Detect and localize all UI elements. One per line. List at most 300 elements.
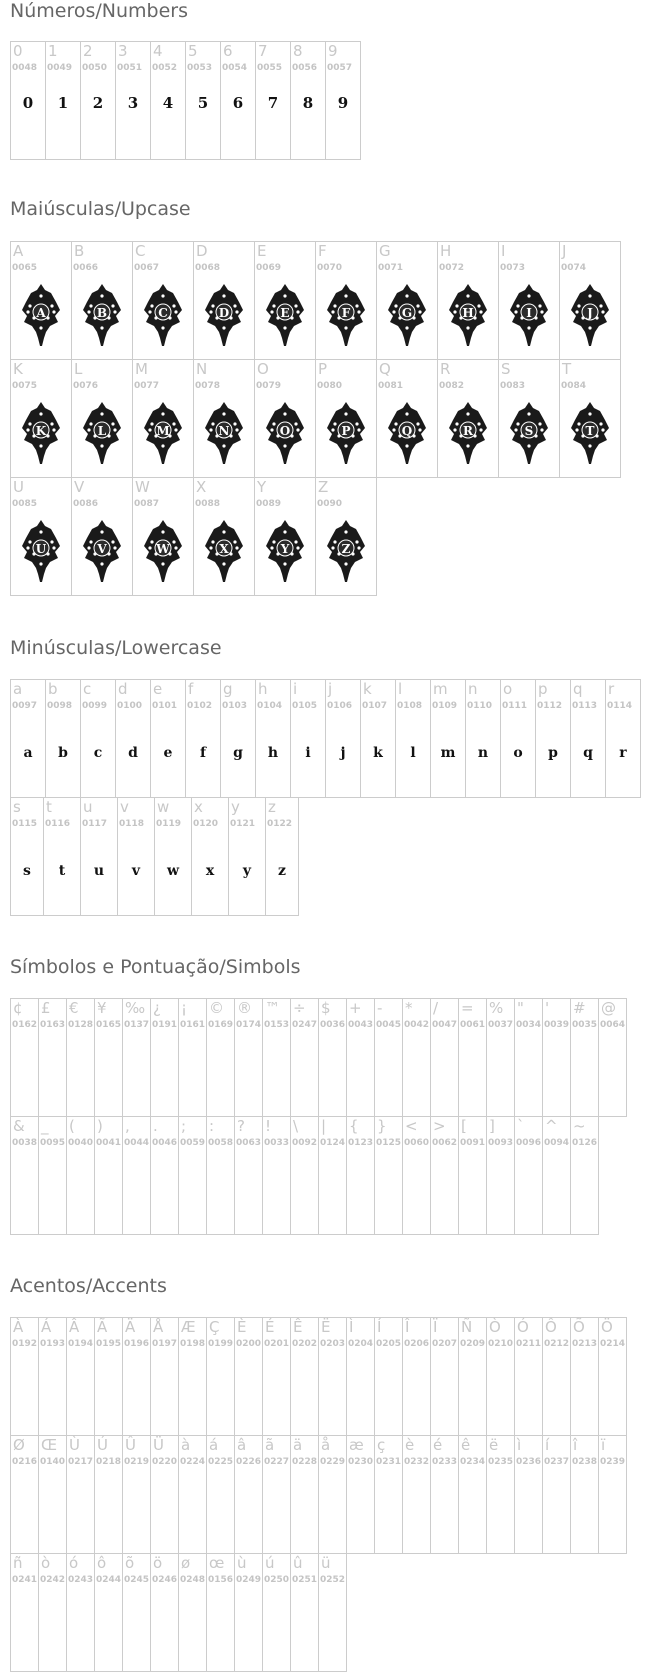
glyph-cell [71, 477, 133, 596]
glyph-cell [10, 241, 72, 360]
glyph-cell [402, 1435, 431, 1554]
character-label: Ç [209, 1318, 220, 1336]
ornament-letter: T [585, 424, 595, 438]
char-code: 0092 [292, 1138, 318, 1148]
character-label: m [433, 680, 448, 698]
character-label: Æ [181, 1318, 196, 1336]
char-code: 0169 [208, 1020, 234, 1030]
glyph-sample: 1 [57, 94, 69, 112]
glyph-cell [437, 241, 499, 360]
glyph-cell [486, 1435, 515, 1554]
glyph-sample: n [477, 745, 489, 761]
character-label: î [573, 1436, 578, 1454]
character-label: M [135, 360, 148, 378]
glyph-cell [191, 797, 229, 916]
character-label: Ò [489, 1318, 501, 1336]
glyph-cell [10, 1553, 39, 1672]
character-label: õ [125, 1554, 135, 1572]
glyph-cell [315, 359, 377, 478]
glyph-cell [115, 41, 151, 160]
character-label: Ä [125, 1318, 136, 1336]
char-code: 0084 [561, 381, 587, 391]
char-code: 0077 [134, 381, 160, 391]
ornament-letter: W [156, 542, 170, 556]
character-label: , [125, 1117, 130, 1135]
glyph-cell [206, 1317, 235, 1436]
character-label: Œ [41, 1436, 58, 1454]
glyph-cell [514, 998, 543, 1117]
character-label: 4 [153, 42, 163, 60]
glyph-sample: p [548, 745, 558, 761]
char-code: 0096 [516, 1138, 542, 1148]
char-code: 0108 [397, 701, 423, 711]
glyph-cell [10, 998, 39, 1117]
char-code: 0196 [124, 1339, 150, 1349]
character-label: 8 [293, 42, 303, 60]
char-code: 0085 [12, 499, 38, 509]
char-code: 0050 [82, 63, 108, 73]
accents-grid [10, 1317, 627, 1672]
char-code: 0249 [236, 1575, 262, 1585]
char-code: 0120 [193, 819, 219, 829]
glyph-cell [402, 998, 431, 1117]
char-code: 0040 [68, 1138, 94, 1148]
char-code: 0097 [12, 701, 38, 711]
char-code: 0231 [376, 1457, 402, 1467]
character-label: Õ [573, 1318, 585, 1336]
ornament-letter: J [587, 306, 593, 320]
character-label: ô [97, 1554, 107, 1572]
char-code: 0137 [124, 1020, 150, 1030]
char-code: 0199 [208, 1339, 234, 1349]
character-label: ú [265, 1554, 275, 1572]
glyph-cell [150, 679, 186, 798]
glyph-sample: z [278, 863, 286, 879]
glyph-cell [315, 241, 377, 360]
character-label: % [489, 999, 504, 1017]
glyph-cell [132, 241, 194, 360]
glyph-cell [290, 1553, 319, 1672]
glyph-sample: e [163, 745, 173, 761]
glyph-cell [94, 1317, 123, 1436]
glyph-cell [150, 1317, 179, 1436]
glyph-cell [10, 679, 46, 798]
char-code: 0056 [292, 63, 318, 73]
character-label: ¥ [97, 999, 107, 1017]
character-label: . [153, 1117, 158, 1135]
character-label: B [74, 242, 85, 260]
character-label: ò [41, 1554, 51, 1572]
glyph-cell [570, 679, 606, 798]
glyph-cell [234, 998, 263, 1117]
glyph-sample: x [205, 863, 215, 879]
glyph-cell [10, 1116, 39, 1235]
numbers-grid [10, 41, 361, 160]
ornament-letter: R [463, 424, 473, 438]
accents-row [10, 1317, 627, 1436]
char-code: 0100 [117, 701, 143, 711]
glyph-cell [43, 797, 81, 916]
char-code: 0034 [516, 1020, 542, 1030]
glyph-cell [10, 797, 44, 916]
char-code: 0241 [12, 1575, 38, 1585]
character-label: í [545, 1436, 550, 1454]
char-code: 0237 [544, 1457, 570, 1467]
char-code: 0086 [73, 499, 99, 509]
char-code: 0214 [600, 1339, 626, 1349]
glyph-cell [220, 41, 256, 160]
char-code: 0093 [488, 1138, 514, 1148]
glyph-cell [486, 998, 515, 1117]
char-code: 0038 [12, 1138, 38, 1148]
char-code: 0051 [117, 63, 143, 73]
character-label: R [440, 360, 451, 378]
char-code: 0036 [320, 1020, 346, 1030]
char-code: 0201 [264, 1339, 290, 1349]
character-label: Ö [601, 1318, 613, 1336]
char-code: 0076 [73, 381, 99, 391]
char-code: 0114 [607, 701, 633, 711]
character-label: } [377, 1117, 387, 1135]
character-label: ( [69, 1117, 75, 1135]
character-label: 2 [83, 42, 93, 60]
glyph-cell [290, 1435, 319, 1554]
glyph-cell [430, 998, 459, 1117]
char-code: 0057 [327, 63, 353, 73]
glyph-cell [150, 1435, 179, 1554]
character-label: 9 [328, 42, 338, 60]
glyph-cell [206, 1435, 235, 1554]
character-label: ¢ [13, 999, 23, 1017]
glyph-sample: f [199, 745, 207, 761]
glyph-cell [262, 1553, 291, 1672]
character-label: E [257, 242, 267, 260]
glyph-cell [122, 1116, 151, 1235]
char-code: 0219 [124, 1457, 150, 1467]
character-label: à [181, 1436, 191, 1454]
character-label: Y [257, 478, 267, 496]
glyph-cell [122, 1317, 151, 1436]
char-code: 0123 [348, 1138, 374, 1148]
glyph-sample: w [166, 863, 180, 879]
glyph-cell [498, 241, 560, 360]
character-label: ; [181, 1117, 187, 1135]
glyph-cell [559, 241, 621, 360]
glyph-cell [185, 679, 221, 798]
character-label: g [223, 680, 233, 698]
char-code: 0197 [152, 1339, 178, 1349]
char-code: 0091 [460, 1138, 486, 1148]
character-label: Z [318, 478, 329, 496]
glyph-cell [80, 679, 116, 798]
char-code: 0049 [47, 63, 73, 73]
char-code: 0053 [187, 63, 213, 73]
char-code: 0118 [119, 819, 145, 829]
glyph-cell [80, 41, 116, 160]
character-label: < [405, 1117, 418, 1135]
character-label: A [13, 242, 24, 260]
upcase-grid [10, 241, 621, 596]
char-code: 0125 [376, 1138, 402, 1148]
ornament-letter: F [341, 306, 351, 320]
char-code: 0205 [376, 1339, 402, 1349]
char-code: 0247 [292, 1020, 318, 1030]
character-label: ä [293, 1436, 303, 1454]
character-label: Ï [433, 1318, 438, 1336]
glyph-cell [255, 679, 291, 798]
char-code: 0041 [96, 1138, 122, 1148]
char-code: 0192 [12, 1339, 38, 1349]
character-label: v [120, 798, 129, 816]
glyph-cell [94, 1553, 123, 1672]
symbols-row [10, 1116, 627, 1235]
char-code: 0043 [348, 1020, 374, 1030]
character-label: Ù [69, 1436, 80, 1454]
char-code: 0245 [124, 1575, 150, 1585]
char-code: 0121 [230, 819, 256, 829]
char-code: 0161 [180, 1020, 206, 1030]
glyph-sample: c [93, 745, 103, 761]
char-code: 0070 [317, 263, 343, 273]
glyph-cell [150, 1553, 179, 1672]
glyph-cell [570, 998, 599, 1117]
char-code: 0191 [152, 1020, 178, 1030]
glyph-cell [346, 1116, 375, 1235]
char-code: 0107 [362, 701, 388, 711]
glyph-cell [262, 1317, 291, 1436]
char-code: 0206 [404, 1339, 430, 1349]
character-label: È [237, 1318, 247, 1336]
upcase-row [10, 241, 621, 360]
glyph-cell [66, 998, 95, 1117]
character-label: c [83, 680, 92, 698]
character-label: ` [517, 1117, 525, 1135]
glyph-cell [178, 998, 207, 1117]
glyph-cell [374, 998, 403, 1117]
char-code: 0140 [40, 1457, 66, 1467]
character-label: L [74, 360, 83, 378]
glyph-sample: h [267, 745, 279, 761]
character-label: £ [41, 999, 51, 1017]
glyph-sample: 8 [302, 94, 314, 112]
char-code: 0212 [544, 1339, 570, 1349]
char-code: 0099 [82, 701, 108, 711]
character-label: y [231, 798, 240, 816]
glyph-cell [318, 1116, 347, 1235]
glyph-cell [45, 679, 81, 798]
glyph-cell [234, 1317, 263, 1436]
ornament-letter: Y [280, 542, 290, 556]
character-label: - [377, 999, 383, 1017]
glyph-cell [94, 998, 123, 1117]
ornament-letter: Q [401, 424, 413, 438]
char-code: 0207 [432, 1339, 458, 1349]
glyph-cell [122, 1435, 151, 1554]
glyph-cell [132, 359, 194, 478]
glyph-cell [206, 1553, 235, 1672]
glyph-cell [318, 998, 347, 1117]
character-label: Á [41, 1318, 52, 1336]
character-label: ü [321, 1554, 331, 1572]
char-code: 0063 [236, 1138, 262, 1148]
glyph-cell [290, 1317, 319, 1436]
char-code: 0126 [572, 1138, 598, 1148]
char-code: 0104 [257, 701, 283, 711]
character-label: = [461, 999, 474, 1017]
character-label: t [46, 798, 52, 816]
glyph-cell [395, 679, 431, 798]
character-label: Ú [97, 1436, 108, 1454]
char-code: 0230 [348, 1457, 374, 1467]
glyph-cell [430, 1317, 459, 1436]
glyph-sample: u [93, 863, 105, 879]
character-label: { [349, 1117, 359, 1135]
character-label: ' [545, 999, 550, 1017]
ornament-letter: E [280, 306, 290, 320]
glyph-sample: 9 [337, 94, 349, 112]
char-code: 0234 [460, 1457, 486, 1467]
char-code: 0046 [152, 1138, 178, 1148]
character-label: ö [153, 1554, 163, 1572]
char-code: 0244 [96, 1575, 122, 1585]
character-label: æ [349, 1436, 364, 1454]
character-label: K [13, 360, 23, 378]
glyph-cell [178, 1553, 207, 1672]
glyph-cell [374, 1435, 403, 1554]
char-code: 0065 [12, 263, 38, 273]
character-label: ! [265, 1117, 272, 1135]
char-code: 0217 [68, 1457, 94, 1467]
char-code: 0037 [488, 1020, 514, 1030]
character-label: F [318, 242, 327, 260]
ornament-letter: D [218, 306, 230, 320]
character-label: X [196, 478, 207, 496]
char-code: 0042 [404, 1020, 430, 1030]
character-label: D [196, 242, 208, 260]
numbers-row [10, 41, 361, 160]
char-code: 0122 [267, 819, 293, 829]
character-label: G [379, 242, 391, 260]
char-code: 0081 [378, 381, 404, 391]
glyph-cell [598, 998, 627, 1117]
char-code: 0101 [152, 701, 178, 711]
symbols-grid [10, 998, 627, 1235]
char-code: 0105 [292, 701, 318, 711]
glyph-cell [206, 998, 235, 1117]
glyph-cell [10, 477, 72, 596]
glyph-cell [262, 1435, 291, 1554]
character-label: 5 [188, 42, 198, 60]
glyph-cell [465, 679, 501, 798]
char-code: 0095 [40, 1138, 66, 1148]
glyph-cell [376, 241, 438, 360]
glyph-cell [150, 998, 179, 1117]
char-code: 0200 [236, 1339, 262, 1349]
glyph-cell [255, 41, 291, 160]
upcase-row [10, 477, 621, 596]
ornament-letter: M [156, 424, 170, 438]
glyph-cell [150, 1116, 179, 1235]
glyph-cell [290, 998, 319, 1117]
character-label: ¿ [153, 999, 161, 1017]
glyph-sample: j [340, 745, 346, 761]
char-code: 0209 [460, 1339, 486, 1349]
glyph-cell [318, 1553, 347, 1672]
glyph-sample: s [23, 863, 31, 879]
ornament-letter: P [341, 424, 351, 438]
char-code: 0061 [460, 1020, 486, 1030]
glyph-cell [178, 1116, 207, 1235]
character-label: ù [237, 1554, 247, 1572]
ornament-letter: X [219, 542, 229, 556]
glyph-cell [10, 1435, 39, 1554]
character-label: Å [153, 1318, 164, 1336]
glyph-cell [254, 241, 316, 360]
glyph-cell [254, 477, 316, 596]
glyph-sample: g [233, 745, 243, 761]
char-code: 0062 [432, 1138, 458, 1148]
char-code: 0117 [82, 819, 108, 829]
glyph-cell [122, 1553, 151, 1672]
glyph-cell [346, 1435, 375, 1554]
glyph-cell [360, 679, 396, 798]
character-label: À [13, 1318, 24, 1336]
glyph-cell [514, 1317, 543, 1436]
glyph-cell [94, 1116, 123, 1235]
glyph-cell [154, 797, 192, 916]
glyph-cell [10, 1317, 39, 1436]
symbols-row [10, 998, 627, 1117]
char-code: 0079 [256, 381, 282, 391]
glyph-cell [178, 1435, 207, 1554]
glyph-cell [605, 679, 641, 798]
glyph-cell [514, 1116, 543, 1235]
section-title-accents: Acentos/Accents [10, 1275, 167, 1297]
glyph-sample: 0 [22, 94, 34, 112]
character-label: â [237, 1436, 247, 1454]
character-label: > [433, 1117, 446, 1135]
character-label: 1 [48, 42, 58, 60]
glyph-cell [486, 1116, 515, 1235]
character-label: á [209, 1436, 219, 1454]
char-code: 0236 [516, 1457, 542, 1467]
ornament-letter: V [97, 542, 107, 556]
char-code: 0198 [180, 1339, 206, 1349]
glyph-sample: v [131, 863, 141, 879]
character-label: e [153, 680, 163, 698]
glyph-cell [598, 1435, 627, 1554]
char-code: 0058 [208, 1138, 234, 1148]
glyph-cell [458, 1317, 487, 1436]
char-code: 0113 [572, 701, 598, 711]
glyph-cell [458, 1116, 487, 1235]
char-code: 0195 [96, 1339, 122, 1349]
char-code: 0124 [320, 1138, 346, 1148]
char-code: 0115 [12, 819, 38, 829]
character-label: 0 [13, 42, 23, 60]
glyph-sample: 5 [197, 94, 209, 112]
glyph-cell [346, 1317, 375, 1436]
character-label: [ [461, 1117, 467, 1135]
character-label: H [440, 242, 452, 260]
character-label: " [517, 999, 524, 1017]
character-label: # [573, 999, 586, 1017]
char-code: 0235 [488, 1457, 514, 1467]
character-label: 3 [118, 42, 128, 60]
section-title-upcase: Maiúsculas/Upcase [10, 198, 191, 220]
char-code: 0044 [124, 1138, 150, 1148]
glyph-cell [559, 359, 621, 478]
